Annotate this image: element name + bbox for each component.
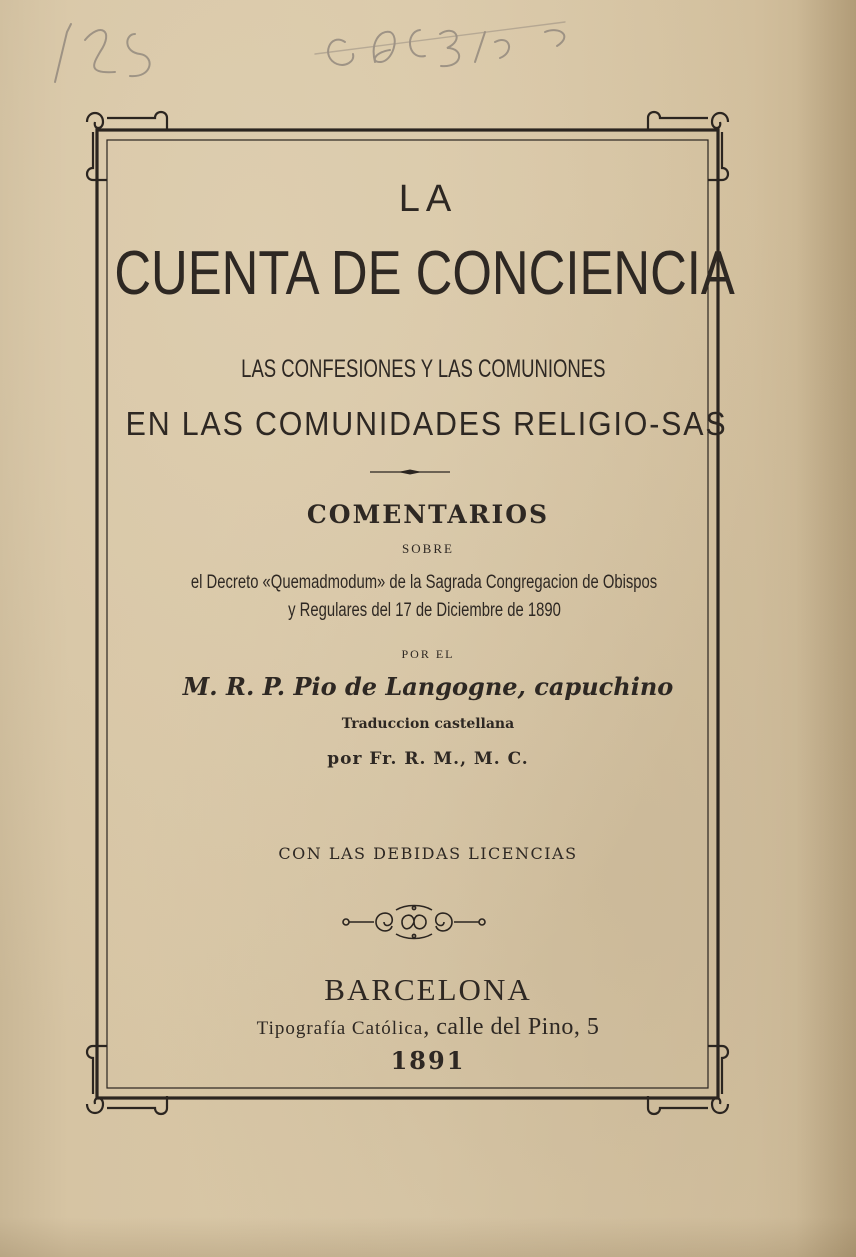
imprint-publisher bbox=[0, 1014, 856, 1041]
imprint-year: 1891 bbox=[390, 1046, 466, 1075]
author-name: M. R. P. Pio de Langogne, capuchino bbox=[182, 672, 674, 701]
divider-rule bbox=[370, 469, 450, 475]
translator-credit: por Fr. R. M., M. C. bbox=[327, 749, 529, 769]
commentary-heading: COMENTARIOS bbox=[306, 500, 550, 529]
decree-line-1: el Decreto «Quemadmodum» de la Sagrada Congregacion de Obispos bbox=[190, 572, 658, 593]
por-el-label: POR EL bbox=[401, 647, 455, 661]
subtitle-line-1: LAS CONFESIONES Y LAS COMUNIONES bbox=[241, 355, 606, 383]
publisher-address: , calle del Pino, 5 bbox=[423, 1014, 600, 1040]
translation-note: Traduccion castellana bbox=[341, 716, 515, 732]
main-title: CUENTA DE CONCIENCIA bbox=[114, 239, 735, 308]
sobre-label: SOBRE bbox=[402, 541, 454, 556]
title-article: LA bbox=[398, 178, 458, 220]
subtitle-line-2: EN LAS COMUNIDADES RELIGIO-SAS bbox=[125, 405, 728, 442]
licenses-note: CON LAS DEBIDAS LICENCIAS bbox=[278, 844, 578, 863]
decree-line-2: y Regulares del 17 de Diciembre de 1890 bbox=[288, 600, 561, 621]
page-bottom-shading bbox=[0, 1217, 856, 1257]
printer-ornament bbox=[340, 902, 488, 942]
handwritten-pencil-mark bbox=[45, 12, 605, 92]
publisher-name: Tipografía Católica bbox=[256, 1018, 424, 1039]
imprint-city: BARCELONA bbox=[324, 972, 532, 1007]
